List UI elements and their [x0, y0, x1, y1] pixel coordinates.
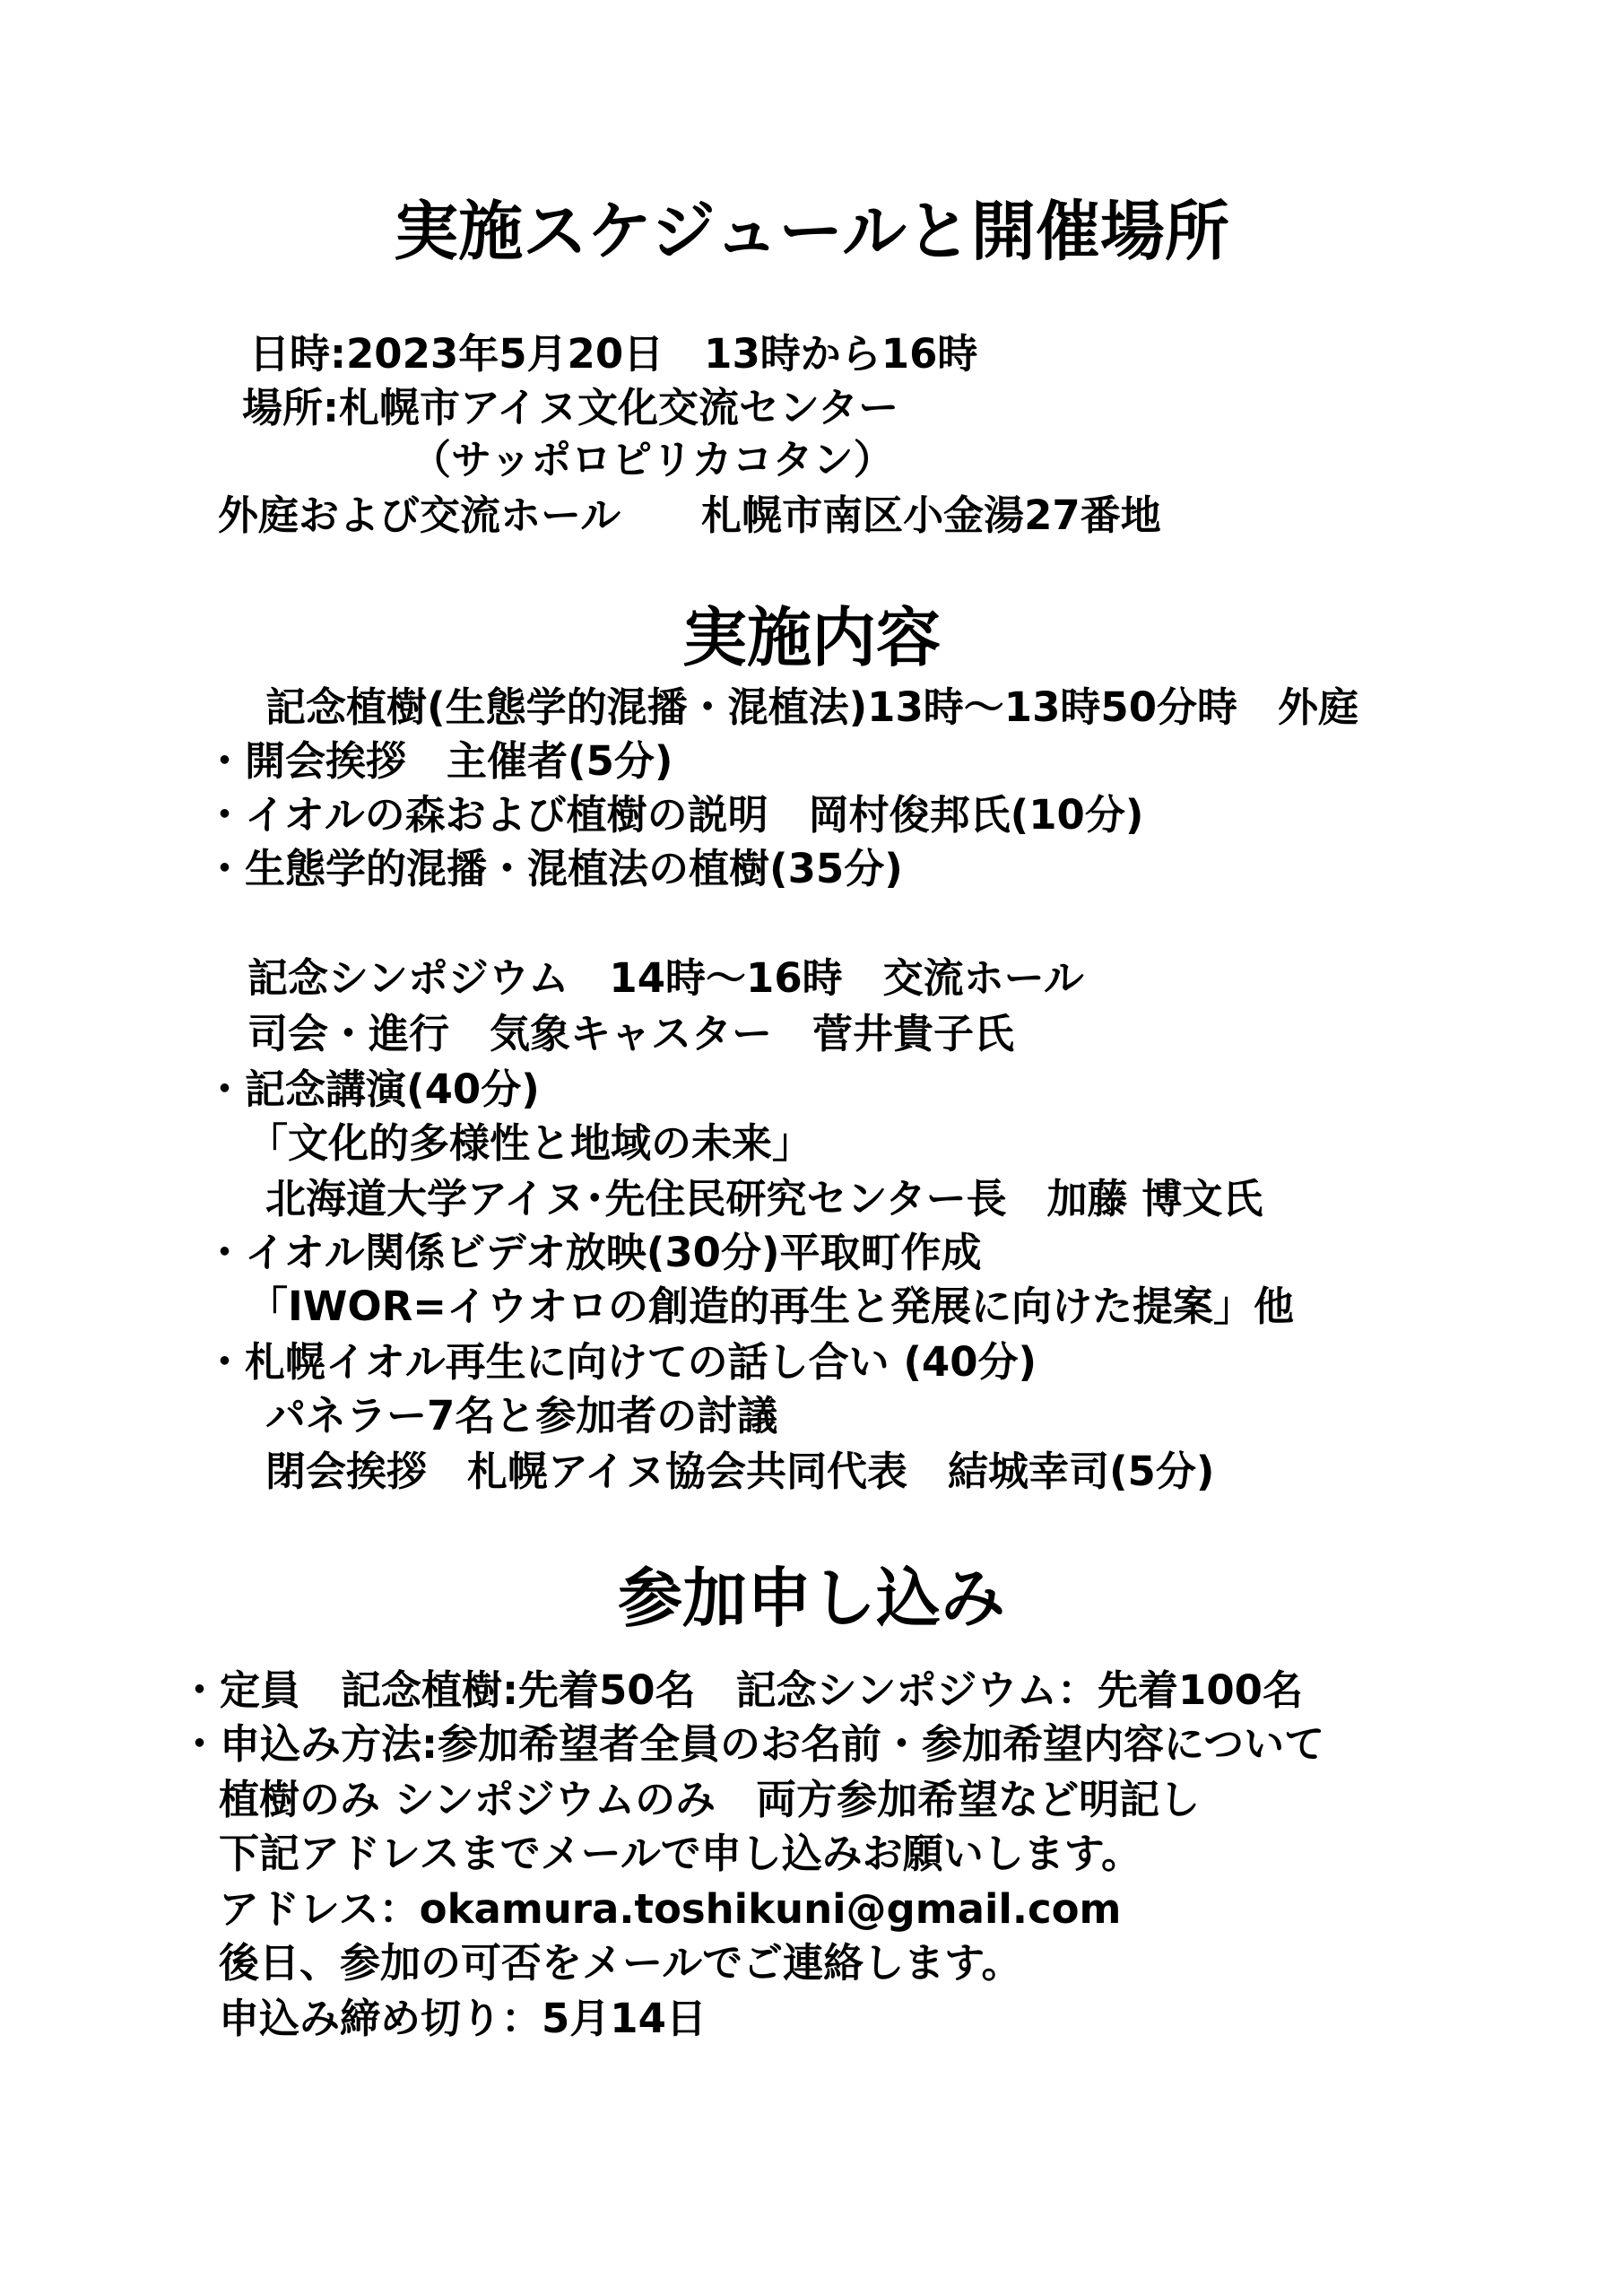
schedule-title: 実施スケジュールと開催場所: [394, 194, 1229, 269]
list-item: ・イオルの森および植樹の説明 岡村俊邦氏(10分): [204, 791, 1144, 839]
list-item: ・イオル関係ビデオ放映(30分)平取町作成: [204, 1229, 982, 1276]
symposium-moderator: 司会・進行 気象キャスター 菅井貴子氏: [247, 1010, 1015, 1057]
closing-remarks: 閉会挨拶 札幌アイヌ協会共同代表 結城幸司(5分): [265, 1448, 1215, 1495]
application-method-line: 下記アドレスまでメールで申し込みお願いします。: [219, 1830, 1142, 1877]
application-reply: 後日、参加の可否をメールでご連絡します。: [219, 1939, 1022, 1987]
list-item: ・定員 記念植樹:先着50名 記念シンポジウム：先着100名: [179, 1666, 1303, 1714]
event-datetime: 日時:2023年5月20日 13時から16時: [249, 330, 978, 378]
lecturer: 北海道大学アイヌ･先住民研究センター長 加藤 博文氏: [265, 1175, 1263, 1222]
symposium-header: 記念シンポジウム 14時～16時 交流ホール: [247, 954, 1084, 1002]
application-method-line: 植樹のみ シンポジウムのみ 両方参加希望など明記し: [219, 1776, 1201, 1823]
list-item: ・申込み方法:参加希望者全員のお名前・参加希望内容について: [179, 1720, 1325, 1768]
application-deadline: 申込み締め切り：5月14日: [219, 1995, 707, 2042]
planting-header: 記念植樹(生態学的混播・混植法)13時～13時50分時 外庭: [265, 683, 1359, 731]
list-item: ・記念講演(40分): [204, 1065, 540, 1113]
lecture-title: 「文化的多様性と地域の未来」: [247, 1119, 813, 1167]
list-item: ・開会挨拶 主催者(5分): [204, 737, 673, 785]
event-place: 場所:札幌市アイヌ文化交流センター: [242, 384, 899, 431]
event-venue: 外庭および交流ホール 札幌市南区小金湯27番地: [218, 491, 1161, 539]
list-item: ・生態学的混播・混植法の植樹(35分): [204, 845, 903, 892]
application-email: アドレス：okamura.toshikuni@gmail.com: [219, 1885, 1122, 1933]
application-title: 参加申し込み: [617, 1561, 1005, 1636]
content-title: 実施内容: [681, 600, 941, 675]
video-title: 「IWOR=イウオロの創造的再生と発展に向けた提案」他: [247, 1283, 1294, 1330]
list-item: ・札幌イオル再生に向けての話し合い (40分): [204, 1338, 1037, 1386]
event-place-alias: （サッポロピリカコタン）: [411, 436, 894, 483]
panel-text: パネラー7名と参加者の討議: [265, 1392, 778, 1439]
